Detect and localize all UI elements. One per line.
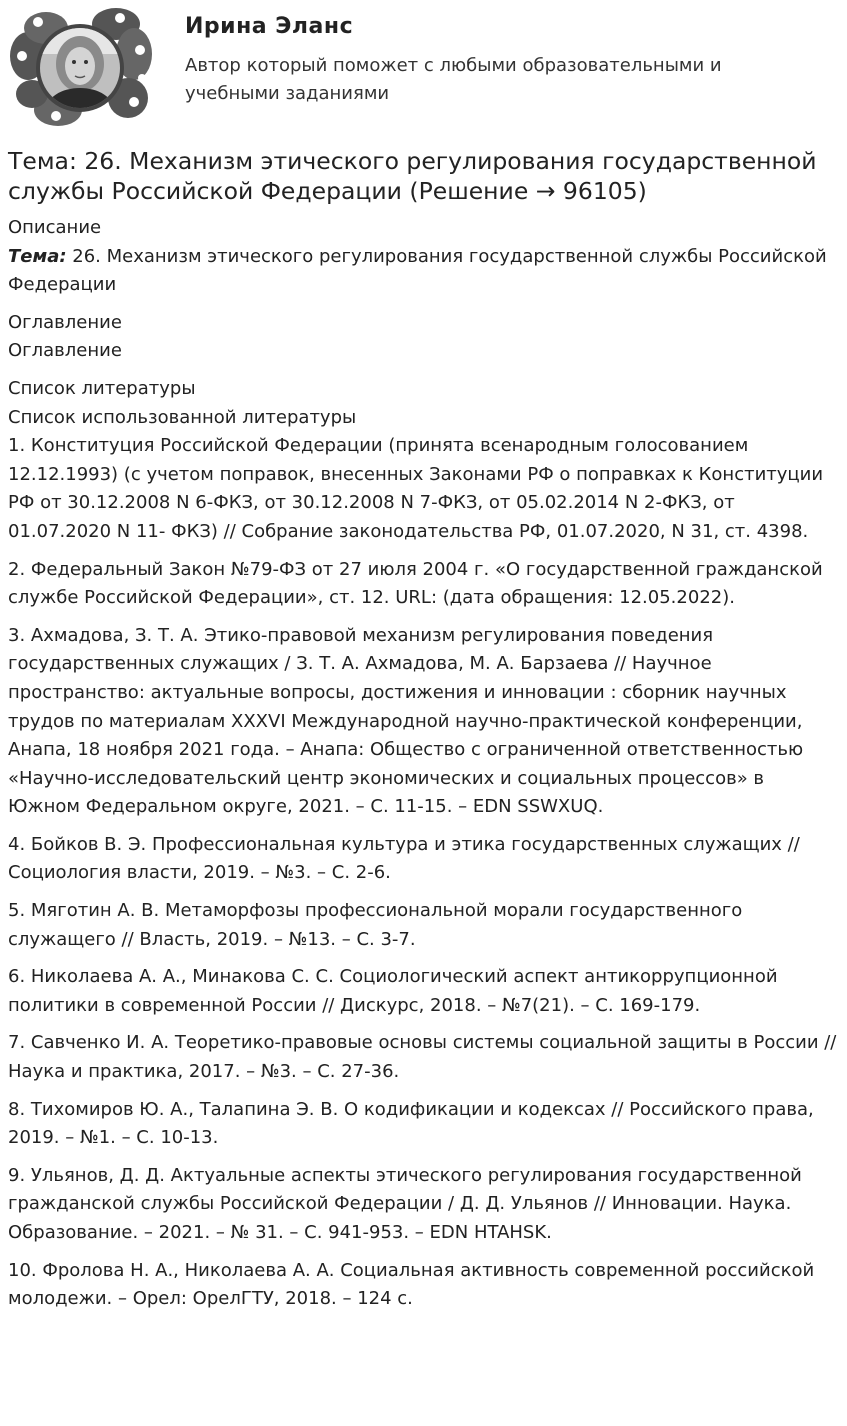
author-card — [8, 6, 839, 128]
avatar-image — [8, 6, 154, 128]
tema-text: 26. Механизм этического регулирования государственной службы Российской Федерации — [8, 245, 827, 296]
avatar[interactable] — [8, 6, 154, 128]
toc-subheading: Оглавление — [8, 340, 122, 362]
document-body — [8, 146, 838, 1323]
reference-item: 3. Ахмадова, З. Т. А. Этико-правовой механизм регулирования поведения государственных служащих / З. Т. А. Ахмадова, М. А. Барзаева // Научное пространство: актуальные вопросы, достижения и инновации : сборник научных трудов по материалам XXXVI Международной научно-практической конференции, Анапа, 18 ноября 2021 года. – Анапа: Общество с ограниченной ответственностью «Научно-исследовательский центр экономических и социальных процессов» в Южном Федеральном округе, 2021. – С. 11-15. – EDN SSWXUQ. — [8, 624, 804, 818]
author-description: Автор который поможет с любыми образовательными и учебными заданиями — [185, 55, 722, 104]
reference-item: 1. Конституция Российской Федерации (принята всенародным голосованием 12.12.1993) (с учетом поправок, внесенных Законами РФ о поправках к Конституции РФ от 30.12.2008 N 6-ФКЗ, от 30.12.2008 N 7-ФКЗ, от 05.02.2014 N 2-ФКЗ, от 01.07.2020 N 11- ФКЗ) // Собрание законодательства РФ, 01.07.2020, N 31, ст. 4398. — [8, 435, 824, 542]
reference-item: 9. Ульянов, Д. Д. Актуальные аспекты этического регулирования государственной гражданской службы Российской Федерации / Д. Д. Ульянов // Инновации. Наука. Образование. – 2021. – № 31. – С. 941-953. – EDN HTAHSK. — [8, 1164, 802, 1243]
description-heading: Описание — [8, 217, 102, 238]
author-name[interactable]: Ирина Эланс — [185, 14, 354, 39]
reference-item: 7. Савченко И. А. Теоретико-правовые основы системы социальной защиты в России // Наука и практика, 2017. – №3. – С. 27-36. — [8, 1032, 837, 1083]
reference-item: 6. Николаева А. А., Минакова С. С. Социологический аспект антикоррупционной политики в современной России // Дискурс, 2018. – №7(21). – С. 169-179. — [8, 966, 778, 1016]
page-title: Тема: 26. Механизм этического регулирования государственной службы Российской Федерации (Решение → 96105) — [8, 147, 817, 205]
tema-paragraph — [8, 243, 838, 300]
reference-item: 4. Бойков В. Э. Профессиональная культура и этика государственных служащих // Социология власти, 2019. – №3. – С. 2-6. — [8, 833, 800, 884]
reference-item: 8. Тихомиров Ю. А., Талапина Э. В. О кодификации и кодексах // Российского права, 2019. – №1. – С. 10-13. — [8, 1098, 814, 1149]
tema-label: Тема: — [8, 245, 67, 267]
reference-item: 2. Федеральный Закон №79-ФЗ от 27 июля 2004 г. «О государственной гражданской службе Российской Федерации», ст. 12. URL: (дата обращения: 12.05.2022). — [8, 558, 823, 609]
literature-subheading: Список использованной литературы — [8, 406, 357, 428]
reference-list — [8, 432, 838, 1314]
reference-item: 5. Мяготин А. В. Метаморфозы профессиональной морали государственного служащего // Власть, 2019. – №13. – С. 3-7. — [8, 900, 743, 950]
literature-heading: Список литературы — [8, 377, 196, 399]
toc-heading: Оглавление — [8, 311, 122, 333]
reference-item: 10. Фролова Н. А., Николаева А. А. Социальная активность современной российской молодежи. – Орел: ОрелГТУ, 2018. – 124 с. — [8, 1259, 815, 1310]
